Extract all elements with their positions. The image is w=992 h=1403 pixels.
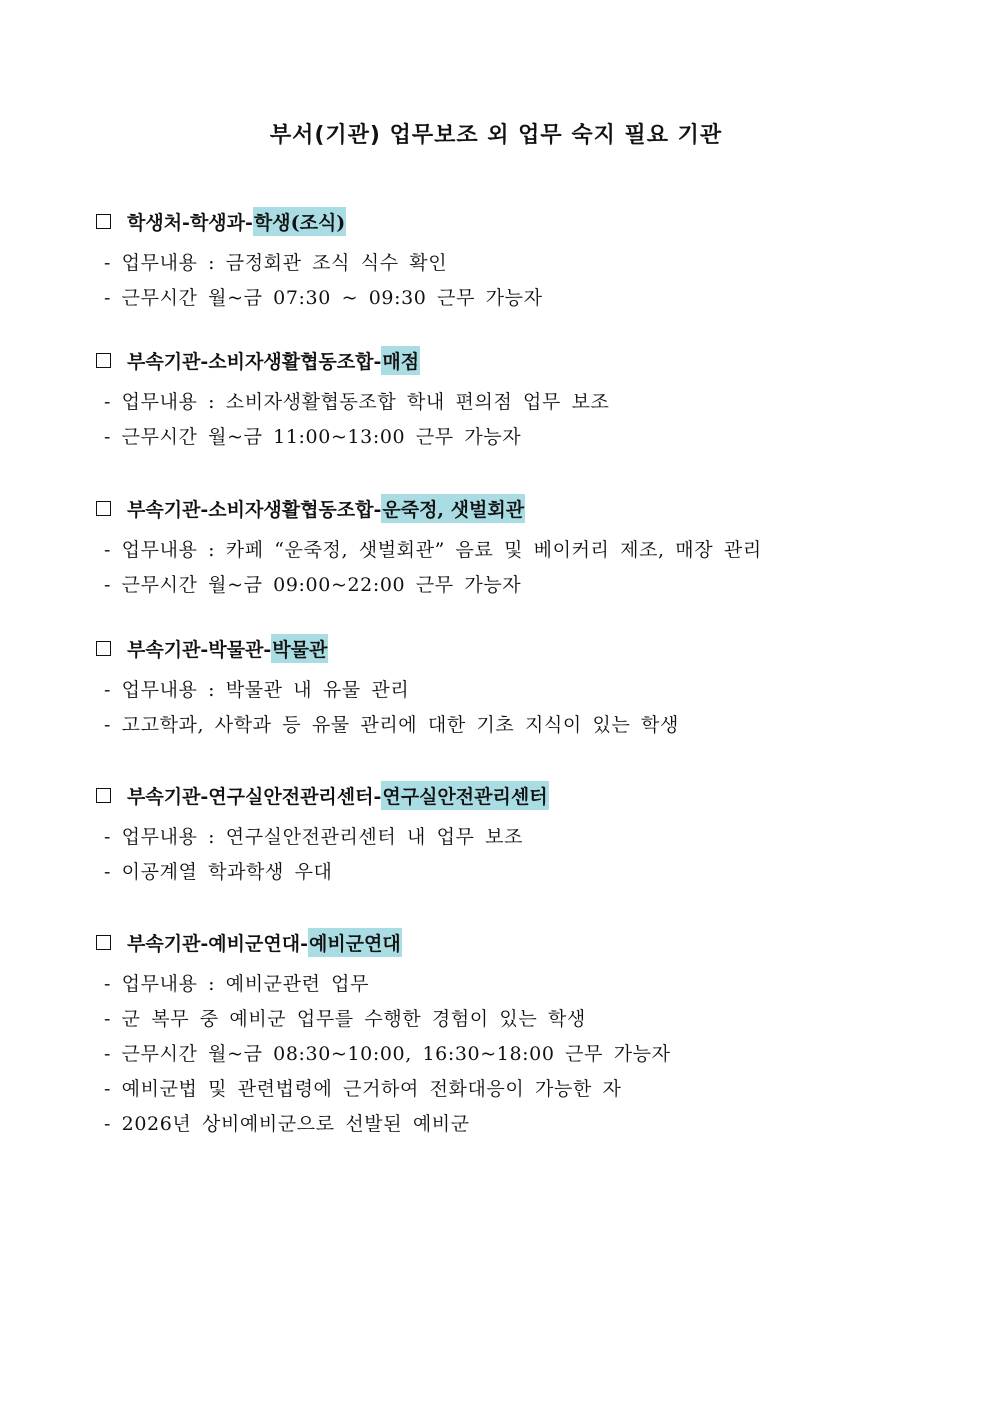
list-item: - 근무시간 월~금 07:30 ~ 09:30 근무 가능자 bbox=[104, 287, 543, 309]
list-item: - 이공계열 학과학생 우대 bbox=[104, 861, 333, 883]
page-title: 부서(기관) 업무보조 외 업무 숙지 필요 기관 bbox=[269, 123, 723, 148]
heading-prefix: 부속기관-소비자생활협동조합- bbox=[127, 498, 382, 521]
checkbox-icon[interactable] bbox=[96, 788, 111, 803]
list-item: - 고고학과, 사학과 등 유물 관리에 대한 기초 지식이 있는 학생 bbox=[104, 714, 679, 736]
section-reserve-regiment bbox=[96, 927, 916, 1142]
list-item: - 업무내용 : 카페 “운죽정, 샛벌회관” 음료 및 베이커리 제조, 매장 관리 bbox=[104, 539, 762, 561]
section-heading bbox=[96, 633, 916, 663]
item-list bbox=[96, 533, 916, 603]
list-item: - 예비군법 및 관련법령에 근거하여 전화대응이 가능한 자 bbox=[104, 1078, 622, 1100]
section-student-breakfast bbox=[96, 206, 916, 316]
section-lab-safety bbox=[96, 780, 916, 890]
list-item: - 업무내용 : 소비자생활협동조합 학내 편의점 업무 보조 bbox=[104, 391, 610, 413]
list-item: - 업무내용 : 연구실안전관리센터 내 업무 보조 bbox=[104, 826, 524, 848]
heading-prefix: 부속기관-예비군연대- bbox=[127, 932, 308, 955]
heading-highlight: 운죽정, 샛벌회관 bbox=[381, 494, 525, 523]
list-item: - 근무시간 월~금 11:00~13:00 근무 가능자 bbox=[104, 426, 522, 448]
heading-highlight: 학생(조식) bbox=[253, 207, 346, 236]
checkbox-icon[interactable] bbox=[96, 214, 111, 229]
item-list bbox=[96, 820, 916, 890]
list-item: - 근무시간 월~금 08:30~10:00, 16:30~18:00 근무 가능자 bbox=[104, 1043, 671, 1065]
section-heading bbox=[96, 345, 916, 375]
section-museum bbox=[96, 633, 916, 743]
section-coop-store bbox=[96, 345, 916, 455]
list-item: - 업무내용 : 금정회관 조식 식수 확인 bbox=[104, 252, 448, 274]
item-list bbox=[96, 967, 916, 1142]
section-heading bbox=[96, 780, 916, 810]
section-heading bbox=[96, 927, 916, 957]
heading-prefix: 부속기관-연구실안전관리센터- bbox=[127, 785, 382, 808]
checkbox-icon[interactable] bbox=[96, 501, 111, 516]
checkbox-icon[interactable] bbox=[96, 935, 111, 950]
heading-prefix: 부속기관-박물관- bbox=[127, 638, 272, 661]
section-heading bbox=[96, 493, 916, 523]
heading-highlight: 예비군연대 bbox=[308, 928, 402, 957]
heading-highlight: 연구실안전관리센터 bbox=[381, 781, 548, 810]
checkbox-icon[interactable] bbox=[96, 353, 111, 368]
list-item: - 군 복무 중 예비군 업무를 수행한 경험이 있는 학생 bbox=[104, 1008, 586, 1030]
heading-prefix: 학생처-학생과- bbox=[127, 211, 253, 234]
list-item: - 업무내용 : 박물관 내 유물 관리 bbox=[104, 679, 410, 701]
list-item: - 업무내용 : 예비군관련 업무 bbox=[104, 973, 370, 995]
heading-highlight: 박물관 bbox=[271, 634, 328, 663]
item-list bbox=[96, 673, 916, 743]
item-list bbox=[96, 246, 916, 316]
item-list bbox=[96, 385, 916, 455]
heading-highlight: 매점 bbox=[381, 346, 420, 375]
heading-prefix: 부속기관-소비자생활협동조합- bbox=[127, 350, 382, 373]
section-heading bbox=[96, 206, 916, 236]
list-item: - 근무시간 월~금 09:00~22:00 근무 가능자 bbox=[104, 574, 522, 596]
list-item: - 2026년 상비예비군으로 선발된 예비군 bbox=[104, 1113, 470, 1135]
checkbox-icon[interactable] bbox=[96, 641, 111, 656]
section-coop-cafe bbox=[96, 493, 916, 603]
